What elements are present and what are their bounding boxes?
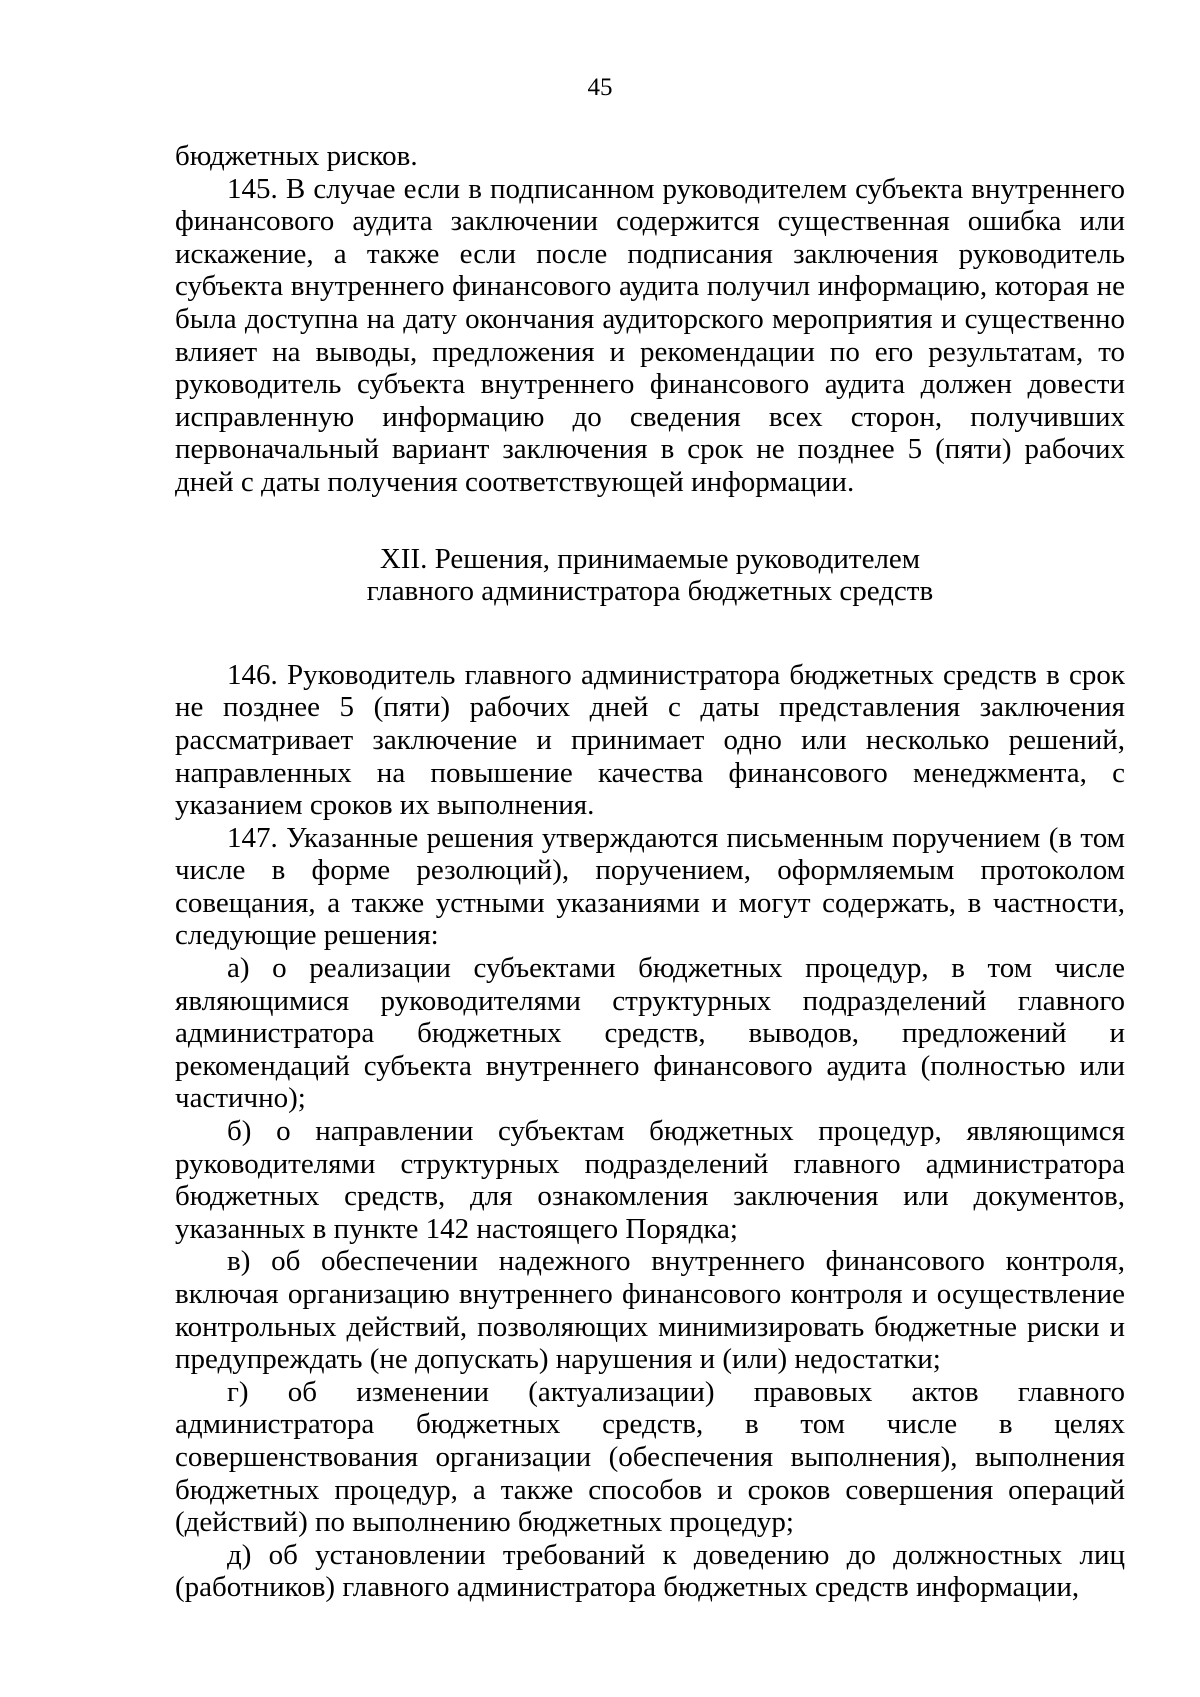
- paragraph: 147. Указанные решения утверждаются письменным поручением (в том числе в форме резолюций), поручением, оформляемым протоколом совещания, а также устными указаниями и могут содержать, в частности, следующие решения:: [175, 821, 1125, 952]
- paragraph: 146. Руководитель главного администратора бюджетных средств в срок не позднее 5 (пяти) рабочих дней с даты представления заключения рассматривает заключение и принимает одно или несколько решений, направленных на повышение качества финансового менеджмента, с указанием сроков их выполнения.: [175, 658, 1125, 822]
- document-body: [175, 140, 1125, 1604]
- paragraph: д) об установлении требований к доведению до должностных лиц (работников) главного администратора бюджетных средств информации,: [175, 1538, 1125, 1604]
- paragraph: а) о реализации субъектами бюджетных процедур, в том числе являющимися руководителями структурных подразделений главного администратора бюджетных средств, выводов, предложений и рекомендаций субъекта внутреннего финансового аудита (полностью или частично);: [175, 952, 1125, 1115]
- paragraph: 145. В случае если в подписанном руководителем субъекта внутреннего финансового аудита заключении содержится существенная ошибка или искажение, а также если после подписания заключения руководитель субъекта внутреннего финансового аудита получил информацию, которая не была доступна на дату окончания аудиторского мероприятия и существенно влияет на выводы, предложения и рекомендации по его результатам, то руководитель субъекта внутреннего финансового аудита должен довести исправленную информацию до сведения всех сторон, получивших первоначальный вариант заключения в срок не позднее 5 (пяти) рабочих дней с даты получения соответствующей информации.: [175, 172, 1125, 498]
- section-title-line-1: XII. Решения, принимаемые руководителем: [379, 542, 921, 575]
- paragraphs-before-section: [175, 140, 1125, 499]
- paragraph: бюджетных рисков.: [175, 140, 418, 172]
- paragraph: б) о направлении субъектам бюджетных процедур, являющимся руководителями структурных подразделений главного администратора бюджетных средств, для ознакомления заключения или документов, указанных в пункте 142 настоящего Порядка;: [175, 1115, 1125, 1245]
- paragraph: в) об обеспечении надежного внутреннего финансового контроля, включая организацию внутреннего финансового контроля и осуществление контрольных действий, позволяющих минимизировать бюджетные риски и предупреждать (не допускать) нарушения и (или) недостатки;: [175, 1245, 1125, 1376]
- section-heading: [175, 543, 1125, 608]
- page-number: 45: [587, 74, 613, 101]
- section-title-line-2: главного администратора бюджетных средств: [366, 575, 934, 608]
- paragraphs-after-section: [175, 659, 1125, 1604]
- paragraph: г) об изменении (актуализации) правовых актов главного администратора бюджетных средств, в том числе в целях совершенствования организации (обеспечения выполнения), выполнения бюджетных процедур, а также способов и сроков совершения операций (действий) по выполнению бюджетных процедур;: [175, 1375, 1125, 1539]
